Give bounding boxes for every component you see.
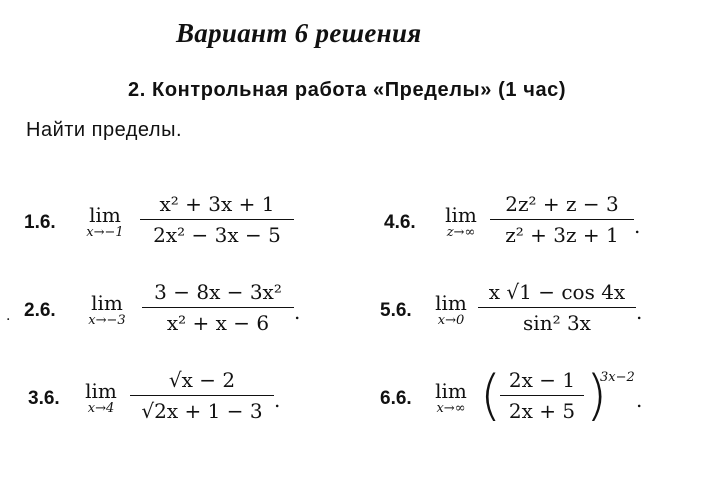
limit-approach: x→0 [437, 313, 465, 328]
problem-number: 6.6. [380, 388, 412, 409]
problem-number: 4.6. [384, 212, 416, 233]
problem-number: 1.6. [24, 212, 56, 233]
limit-approach: z→∞ [446, 225, 476, 240]
limit-approach: x→−1 [86, 225, 124, 240]
fraction-bar [142, 307, 294, 308]
limit-fraction [140, 190, 294, 249]
limit-approach: x→−3 [88, 313, 126, 328]
fraction-bar [500, 395, 584, 396]
lim-word: lim [435, 291, 467, 315]
lim-word: lim [85, 379, 117, 403]
right-parenthesis: ) [586, 364, 608, 427]
left-parenthesis: ( [480, 364, 502, 427]
fraction-numerator: 3 − 8x − 3x² [154, 280, 282, 304]
limit-operator [70, 380, 132, 416]
instruction-text: Найти пределы. [26, 119, 182, 141]
fraction-bar [478, 307, 636, 308]
fraction-bar [490, 219, 634, 220]
problem-number: 3.6. [28, 388, 60, 409]
limit-operator [74, 204, 136, 240]
fraction-bar [140, 219, 294, 220]
limit-approach: x→4 [87, 401, 115, 416]
variant-title: Вариант 6 решения [176, 18, 422, 48]
fraction-denominator: 2x + 5 [508, 399, 576, 423]
fraction-numerator: x² + 3x + 1 [159, 192, 275, 216]
section-heading: 2. Контрольная работа «Пределы» (1 час) [128, 79, 567, 101]
fraction-denominator: x² + x − 6 [166, 311, 270, 335]
lim-word: lim [91, 291, 123, 315]
end-punctuation: . [274, 388, 281, 412]
limit-fraction [500, 366, 584, 425]
limit-approach: x→∞ [436, 401, 466, 416]
limit-fraction [142, 278, 294, 337]
problem-number: 5.6. [380, 300, 412, 321]
fraction-numerator: 2z² + z − 3 [505, 192, 619, 216]
lim-word: lim [435, 379, 467, 403]
fraction-numerator: x √1 − cos 4x [488, 280, 626, 304]
fraction-denominator: √2x + 1 − 3 [141, 399, 263, 423]
fraction-numerator: 2x − 1 [508, 368, 576, 392]
fraction-denominator: sin² 3x [523, 311, 591, 335]
limit-fraction [478, 278, 636, 337]
limit-operator [430, 204, 492, 240]
end-punctuation: . [636, 300, 643, 324]
exponent: 3x−2 [600, 370, 635, 385]
limit-fraction [490, 190, 634, 249]
limit-operator [420, 292, 482, 328]
limit-operator [420, 380, 482, 416]
fraction-denominator: 2x² − 3x − 5 [153, 223, 281, 247]
fraction-denominator: z² + 3z + 1 [505, 223, 619, 247]
limit-fraction [130, 366, 274, 425]
end-punctuation: . [634, 214, 641, 238]
fraction-numerator: √x − 2 [168, 368, 236, 392]
stray-mark: · [6, 312, 11, 328]
problem-number: 2.6. [24, 300, 56, 321]
end-punctuation: . [636, 388, 643, 412]
limit-operator [76, 292, 138, 328]
lim-word: lim [445, 203, 477, 227]
lim-word: lim [89, 203, 121, 227]
fraction-bar [130, 395, 274, 396]
end-punctuation: . [294, 300, 301, 324]
